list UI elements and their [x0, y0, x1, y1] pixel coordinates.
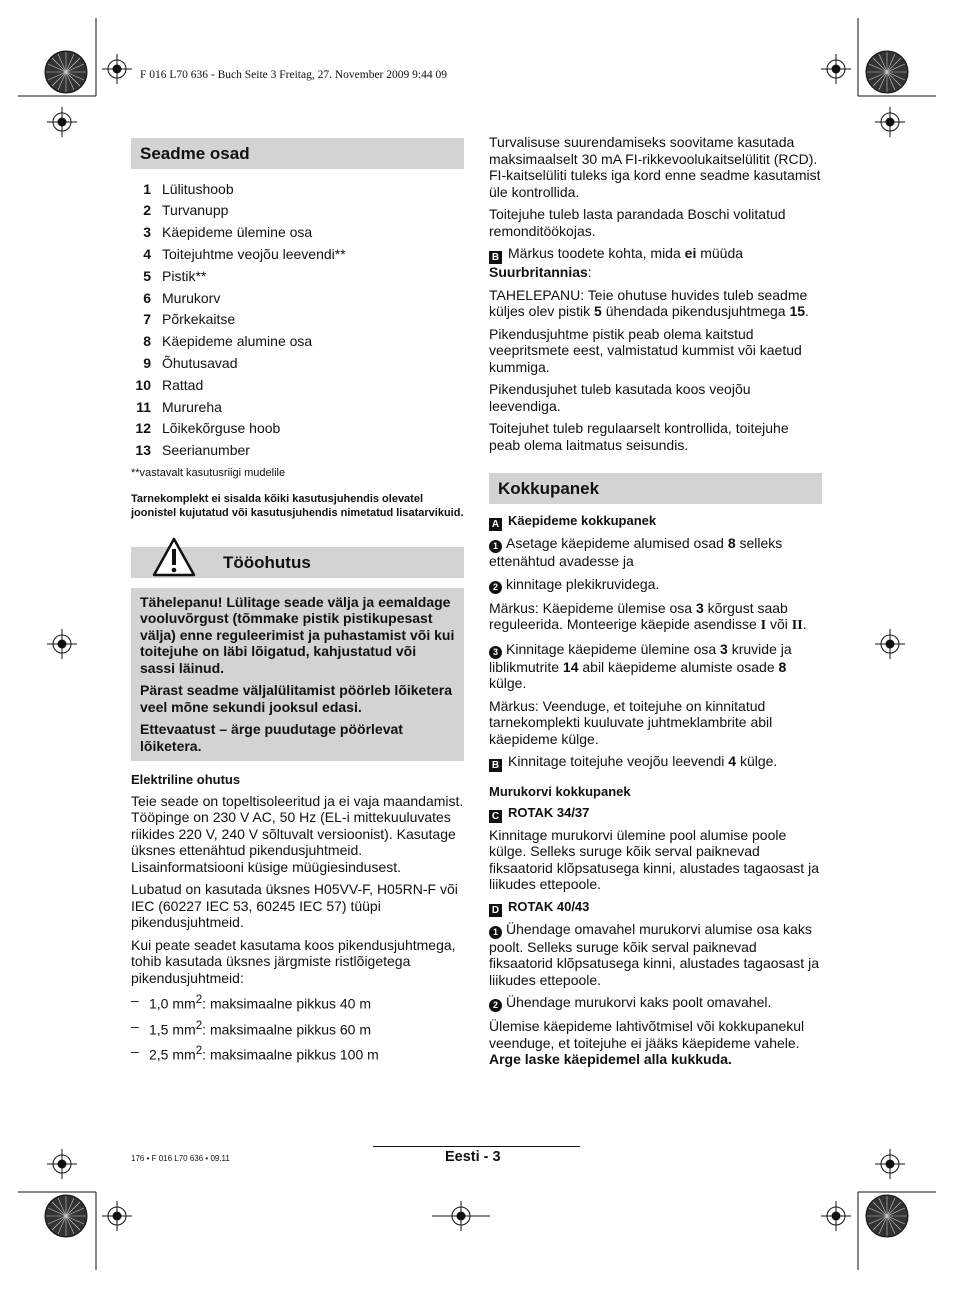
- text: .: [805, 303, 809, 319]
- text: 8: [778, 658, 787, 675]
- text: 14: [562, 658, 579, 675]
- step: [489, 753, 822, 772]
- cable-size: 2,5 mm: [149, 1046, 196, 1063]
- cable-length: : maksimaalne pikkus 60 m: [202, 1021, 372, 1038]
- handle-assembly-heading: [489, 513, 822, 531]
- part-number: 3: [143, 224, 151, 241]
- part-number: 11: [136, 398, 151, 415]
- text: 8: [727, 535, 736, 551]
- part-label: Pistik**: [162, 267, 207, 284]
- paragraph: Lubatud on kasutada üksnes H05VV-F, H05RN-F või IEC (60227 IEC 53, 60245 IEC 57) tüüpi pikendusjuhtmeid.: [131, 881, 458, 931]
- rotak-34-heading: [489, 805, 822, 823]
- parts-heading: Seadme osad: [131, 138, 464, 169]
- text: kinnitage plekikruvidega.: [506, 575, 660, 592]
- text: Märkus toodete kohta, mida: [508, 245, 685, 261]
- part-label: Lülitushoob: [162, 180, 234, 197]
- paragraph: Toitejuhet tuleb regulaarselt kontrollida, toitejuhe peab olema laitmatus seisundis.: [489, 420, 789, 453]
- list-item: [131, 243, 464, 265]
- step: [489, 576, 822, 594]
- part-number: 2: [143, 202, 151, 219]
- grassbox-assembly-heading: Murukorvi kokkupanek: [489, 784, 631, 799]
- text: või: [766, 616, 792, 632]
- list-item: [131, 265, 464, 287]
- list-item: [131, 374, 464, 396]
- warning-text: Ettevaatust – ärge puudutage pöörlevat lõiketera.: [140, 721, 403, 754]
- list-item: [131, 992, 464, 1012]
- text: 3: [696, 599, 704, 616]
- part-label: Murureha: [162, 398, 222, 415]
- paragraph: Teie seade on topeltisoleeritud ja ei vaja maandamist. Tööpinge on 230 V AC, 50 Hz (EL-i mittekuuluvates riikides 220 V, 240 V sõltuvalt versioonist). Kasutage üksnes ettenähtud pikendusjuhtmeid. Lisainformatsiooni küsige müügiesindusest.: [131, 792, 464, 875]
- list-item: [131, 418, 464, 440]
- list-item: [131, 440, 464, 462]
- part-number: 10: [135, 376, 151, 393]
- figure-marker-b: B: [489, 251, 502, 264]
- text: selleks ettenähtud avadesse ja: [489, 535, 783, 569]
- text: 4: [728, 753, 737, 769]
- text: I: [760, 618, 767, 633]
- text: Kinnitage toitejuhe veojõu leevendi: [508, 753, 729, 769]
- text: ROTAK 34/37: [508, 804, 590, 820]
- cable-size: 1,5 mm: [149, 1021, 196, 1038]
- part-label: Toitejuhtme veojõu leevendi**: [162, 246, 346, 263]
- text: ei: [684, 245, 697, 261]
- paragraph: Pikendusjuhtme pistik peab olema kaitstud veepritsmete eest, valmistatud kummist või kaetud kummiga.: [489, 325, 802, 375]
- part-label: Seerianumber: [162, 442, 250, 459]
- text: Ülemise käepideme lahtivõtmisel või kokkupanekul veenduge, et toitejuhe ei jääks käepideme vahele.: [489, 1018, 805, 1051]
- text: kruvide ja liblikmutrite: [489, 640, 792, 675]
- text: Asetage käepideme alumised osad: [506, 535, 728, 551]
- part-number: 8: [143, 333, 151, 350]
- list-item: [131, 287, 464, 309]
- list-item: [131, 200, 464, 222]
- step-number-icon: 1: [489, 540, 502, 553]
- text: kõrgust saab reguleerida. Monteerige käepide asendisse: [489, 599, 788, 632]
- text: külge.: [489, 675, 527, 691]
- part-label: Turvanupp: [162, 202, 229, 219]
- text: abil käepideme alumiste osade: [578, 658, 779, 675]
- part-number: 7: [143, 311, 151, 328]
- warning-text: Tähelepanu! Lülitage seade välja ja eemaldage vooluvõrgust (tõmmake pistik pistikupesast välja) enne reguleerimist ja puhastamist või kui toitejuhe on läbi lõigatud, kahjustatud või sassi läinud.: [140, 593, 455, 676]
- warning-triangle-icon: [152, 537, 196, 577]
- text: Suurbritannias: [489, 264, 588, 280]
- part-label: Lõikekõrguse hoob: [162, 420, 281, 437]
- step-number-icon: 1: [489, 926, 502, 939]
- paragraph: Pikendusjuhet tuleb kasutada koos veojõu leevendiga.: [489, 381, 751, 414]
- footer-rule: [373, 1146, 580, 1147]
- note: [489, 600, 822, 635]
- safety-heading: Tööohutus: [131, 547, 464, 578]
- step: [489, 994, 822, 1012]
- electric-safety-heading: Elektriline ohutus: [131, 772, 241, 788]
- list-item: [131, 331, 464, 353]
- right-column: [489, 134, 822, 1074]
- part-number: 1: [143, 180, 151, 197]
- text: 5: [594, 303, 602, 319]
- part-number: 12: [135, 420, 151, 437]
- text: müüda: [696, 245, 744, 261]
- rotak-40-heading: [489, 899, 822, 917]
- part-label: Põrkekaitse: [162, 311, 236, 328]
- text: külge.: [736, 753, 778, 769]
- list-item: [131, 1043, 464, 1063]
- final-note: [489, 1018, 822, 1068]
- superscript: 2: [195, 1043, 203, 1057]
- assembly-heading: Kokkupanek: [489, 473, 822, 504]
- step: [489, 641, 822, 692]
- text: Ühendage omavahel murukorvi alumise osa kaks poolt. Selleks suruge kõik serval paiknevad fiksaatorid klõpsatusega kinni, alustades tagaosast ja liikudes ettepoole.: [489, 920, 819, 988]
- superscript: 2: [195, 1018, 203, 1032]
- bullet: –: [131, 1017, 139, 1034]
- footer-code: 176 • F 016 L70 636 • 09.11: [131, 1154, 230, 1163]
- list-item: [131, 178, 464, 200]
- text: :: [587, 264, 592, 280]
- cable-size: 1,0 mm: [149, 996, 196, 1013]
- cable-length: : maksimaalne pikkus 40 m: [202, 996, 372, 1013]
- part-number: 4: [143, 246, 151, 263]
- parts-list: [131, 178, 464, 461]
- paragraph: Toitejuhe tuleb lasta parandada Boschi volitatud remonditöökojas.: [489, 206, 786, 239]
- page-number: Eesti - 3: [445, 1149, 501, 1165]
- part-label: Käepideme alumine osa: [162, 333, 313, 350]
- text: .: [802, 616, 807, 632]
- text: TAHELEPANU: Teie ohutuse huvides tuleb seadme küljes olev pistik: [489, 286, 808, 319]
- list-item: [131, 352, 464, 374]
- figure-marker-d: D: [489, 904, 502, 917]
- superscript: 2: [195, 993, 203, 1007]
- delivery-note: Tarnekomplekt ei sisalda kõiki kasutusjuhendis olevatel joonistel kujutatud või kasutusjuhendis nimetatud lisatarvikuid.: [131, 492, 464, 520]
- figure-marker-a: A: [489, 518, 502, 531]
- cable-length: : maksimaalne pikkus 100 m: [202, 1046, 379, 1063]
- part-label: Õhutusavad: [162, 355, 238, 372]
- text: ühendada pikendusjuhtmega: [601, 303, 790, 319]
- part-label: Rattad: [162, 376, 204, 393]
- parts-footnote: **vastavalt kasutusriigi mudelile: [131, 467, 286, 480]
- part-label: Murukorv: [162, 289, 221, 306]
- warning-text: Pärast seadme väljalülitamist pöörleb lõiketera veel mõne sekundi jooksul edasi.: [140, 682, 453, 715]
- figure-marker-c: C: [489, 810, 502, 823]
- step-number-icon: 2: [489, 999, 502, 1012]
- step-number-icon: 3: [489, 646, 502, 659]
- text: 3: [720, 640, 728, 657]
- paragraph: Kui peate seadet kasutama koos pikendusjuhtmega, tohib kasutada üksnes järgmiste ristlõigetega pikendusjuhtmeid:: [131, 936, 456, 986]
- text: Kinnitage käepideme ülemine osa: [506, 640, 721, 657]
- step-number-icon: 2: [489, 581, 502, 594]
- safety-warning-box: [131, 588, 464, 762]
- part-number: 5: [143, 267, 151, 284]
- gb-note: [489, 245, 822, 281]
- list-item: [131, 309, 464, 331]
- part-label: Käepideme ülemine osa: [162, 224, 313, 241]
- paragraph: Turvalisuse suurendamiseks soovitame kasutada maksimaalselt 30 mA FI-rikkevoolukaitselülitit (RCD). FI-kaitselüliti tuleks iga kord enne seadme kasutamist üle kontrollida.: [489, 134, 821, 200]
- step: [489, 921, 822, 989]
- print-header: F 016 L70 636 - Buch Seite 3 Freitag, 27. November 2009 9:44 09: [140, 69, 447, 81]
- bullet: –: [131, 1042, 139, 1059]
- paragraph: Kinnitage murukorvi ülemine pool alumise poole külge. Selleks suruge kõik serval paiknevad fiksaatorid klõpsatusega kinni, alustades tagaosast ja liikudes ettepoole.: [489, 826, 819, 892]
- text: Märkus: Käepideme ülemise osa: [489, 599, 696, 616]
- text: ROTAK 40/43: [508, 898, 590, 914]
- text: II: [791, 618, 803, 633]
- safety-heading-row: [131, 547, 464, 578]
- part-number: 9: [143, 355, 151, 372]
- note: Märkus: Veenduge, et toitejuhe on kinnitatud tarnekomplekti kuuluvate juhtmeklambrite abil käepideme külge.: [489, 697, 773, 747]
- text: Käepideme kokkupanek: [508, 513, 657, 528]
- figure-marker-b: B: [489, 759, 502, 772]
- part-number: 6: [143, 289, 151, 306]
- attention-paragraph: [489, 287, 822, 320]
- bullet: –: [131, 992, 139, 1009]
- list-item: [131, 396, 464, 418]
- list-item: [131, 1018, 464, 1038]
- part-number: 13: [135, 442, 151, 459]
- text: Arge laske käepidemel alla kukkuda.: [489, 1051, 732, 1067]
- text: Ühendage murukorvi kaks poolt omavahel.: [506, 994, 772, 1010]
- left-column: [131, 138, 464, 1063]
- text: 15: [789, 303, 806, 319]
- list-item: [131, 222, 464, 244]
- step: [489, 535, 822, 570]
